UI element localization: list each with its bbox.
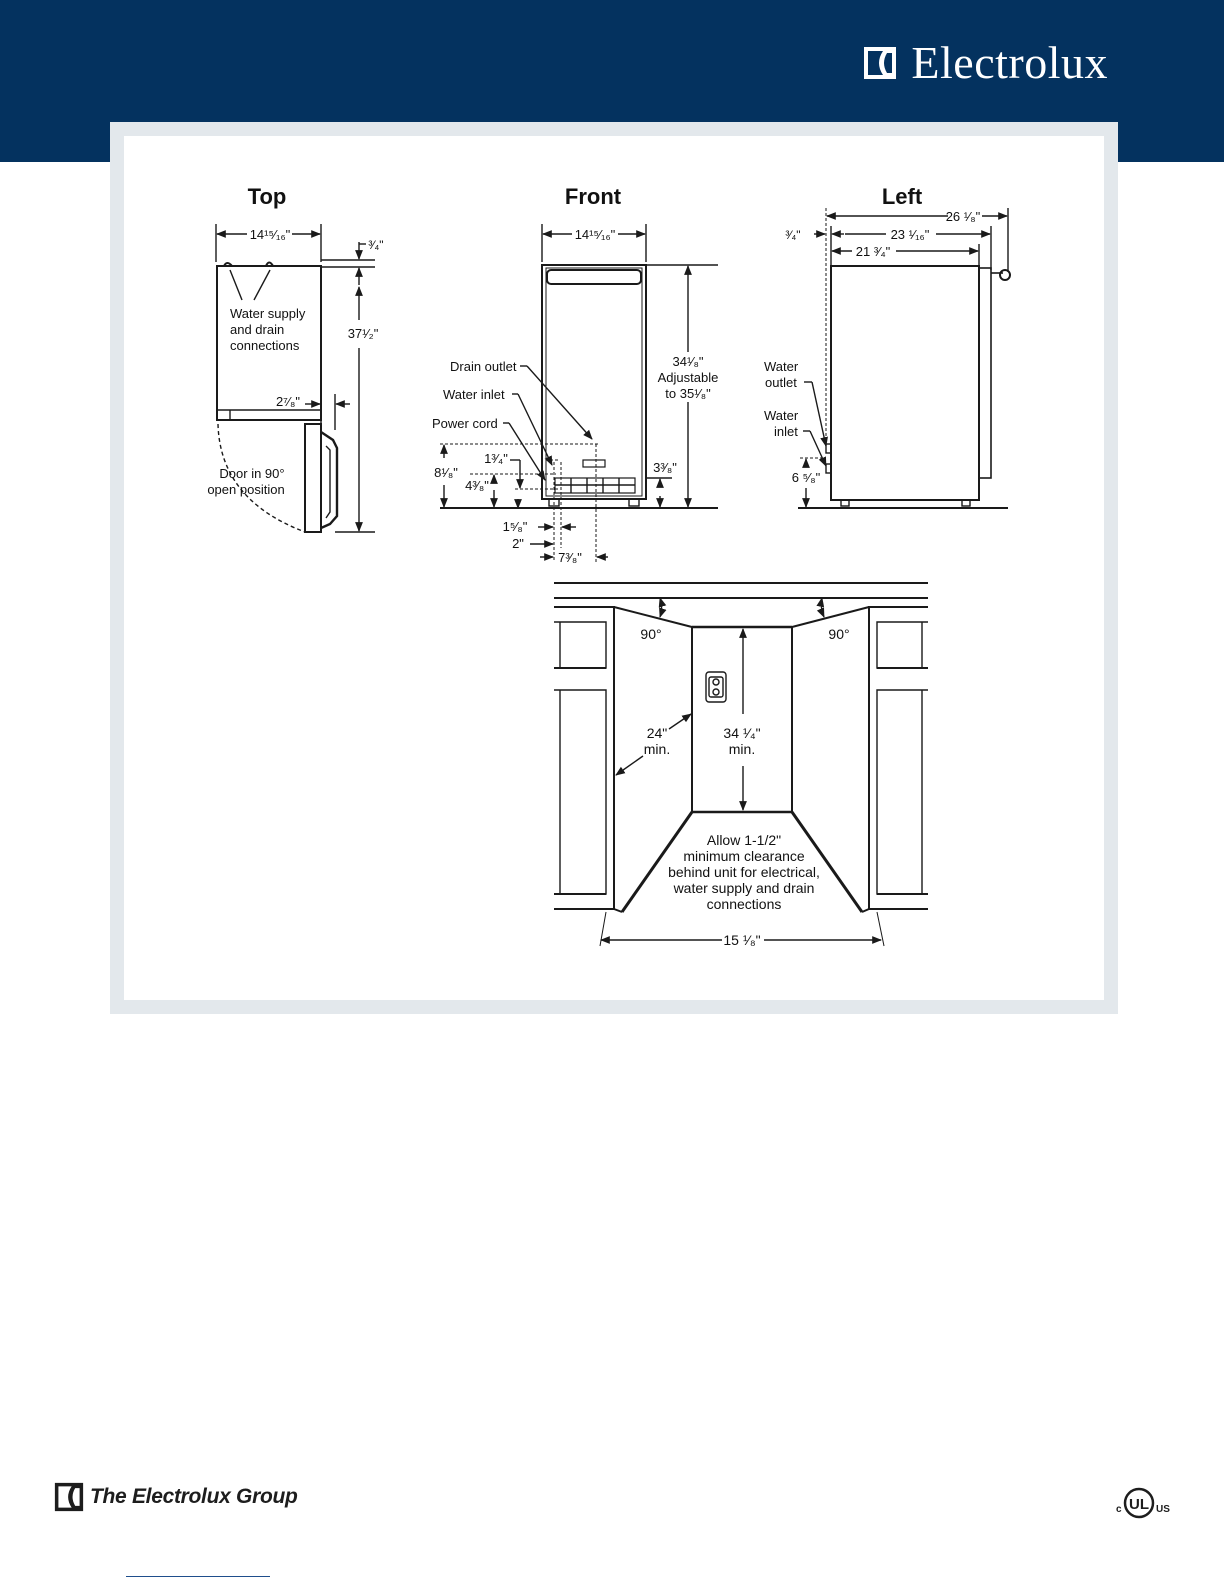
install-width-line2: min. (643, 741, 671, 757)
left-water-outlet-line1: Water (764, 359, 799, 374)
top-connections-line1: Water supply (230, 306, 306, 321)
svg-text:US: US (1156, 1504, 1170, 1515)
brand-name: Electrolux (911, 37, 1108, 88)
top-view-title: Top (247, 184, 287, 209)
front-8-1-8-label: 8¹⁄₈" (434, 465, 458, 480)
ul-listed-icon (1116, 1485, 1172, 1521)
front-view-title: Front (564, 184, 622, 209)
left-mid-label: 23 ¹⁄₁₆" (890, 227, 930, 242)
install-note-line3: behind unit for electrical, (668, 864, 820, 880)
front-2-label: 2" (512, 536, 524, 551)
front-power-cord-label: Power cord (432, 416, 498, 431)
left-offset-label: ³⁄₄" (785, 228, 801, 242)
install-width-line1: 24" (646, 725, 668, 741)
install-note-line1: Allow 1-1/2" (706, 832, 782, 848)
installation-plan (554, 583, 928, 948)
top-width-label: 14¹⁵⁄₁₆" (249, 227, 291, 242)
install-depth-line2: min. (728, 741, 756, 757)
left-overall-label: 26 ¹⁄₈" (945, 209, 981, 224)
front-height-line3: to 35¹⁄₈" (665, 386, 711, 401)
front-width-label: 14¹⁵⁄₁₆" (574, 227, 616, 242)
front-height-line2: Adjustable (657, 370, 719, 385)
install-note-line4: water supply and drain (673, 880, 815, 896)
electrical-outlet-icon (706, 672, 726, 702)
front-4-3-8-label: 4³⁄₈" (465, 478, 489, 493)
footer-divider (126, 1576, 270, 1577)
left-view-title: Left (881, 184, 923, 209)
left-body-label: 21 ³⁄₄" (855, 244, 891, 259)
top-offset-label: ³⁄₄" (368, 238, 384, 252)
footer-group-name: The Electrolux Group (90, 1485, 298, 1508)
front-1-3-4-label: 1³⁄₄" (484, 451, 508, 466)
install-angle-right: 90° (828, 626, 850, 642)
left-inlet-height-label: 6 ⁵⁄₈" (791, 470, 821, 485)
top-connections-line2: and drain (230, 322, 285, 337)
front-3-3-8-label: 3³⁄₈" (653, 460, 677, 475)
install-bottom-width: 15 ¹⁄₈" (723, 932, 761, 948)
top-connections-line3: connections (230, 338, 300, 353)
front-view (432, 184, 718, 565)
front-7-3-8-label: 7³⁄₈" (558, 550, 582, 565)
svg-text:c: c (1116, 1504, 1122, 1515)
front-water-inlet-label: Water inlet (443, 387, 505, 402)
install-note-line2: minimum clearance (683, 848, 805, 864)
left-water-outlet-line2: outlet (765, 375, 797, 390)
electrolux-logo-icon (54, 1482, 84, 1512)
install-depth-line1: 34 ¹⁄₄" (723, 725, 761, 741)
install-angle-left: 90° (640, 626, 662, 642)
install-note-line5: connections (706, 896, 782, 912)
front-height-line1: 34¹⁄₈" (672, 354, 704, 369)
footer-group-logo (54, 1482, 298, 1512)
front-drain-outlet-label: Drain outlet (450, 359, 517, 374)
top-depth-label: 37¹⁄₂" (347, 326, 379, 341)
front-1-5-8-label: 1⁵⁄₈" (502, 519, 528, 534)
left-view (764, 184, 1010, 508)
left-water-inlet-line2: inlet (774, 424, 798, 439)
svg-text:UL: UL (1129, 1496, 1149, 1513)
top-view (207, 184, 383, 532)
left-water-inlet-line1: Water (764, 408, 799, 423)
top-door-line1: Door in 90° (219, 466, 285, 481)
top-door-gap-label: 2⁷⁄₈" (275, 394, 301, 409)
top-door-line2: open position (207, 482, 285, 497)
